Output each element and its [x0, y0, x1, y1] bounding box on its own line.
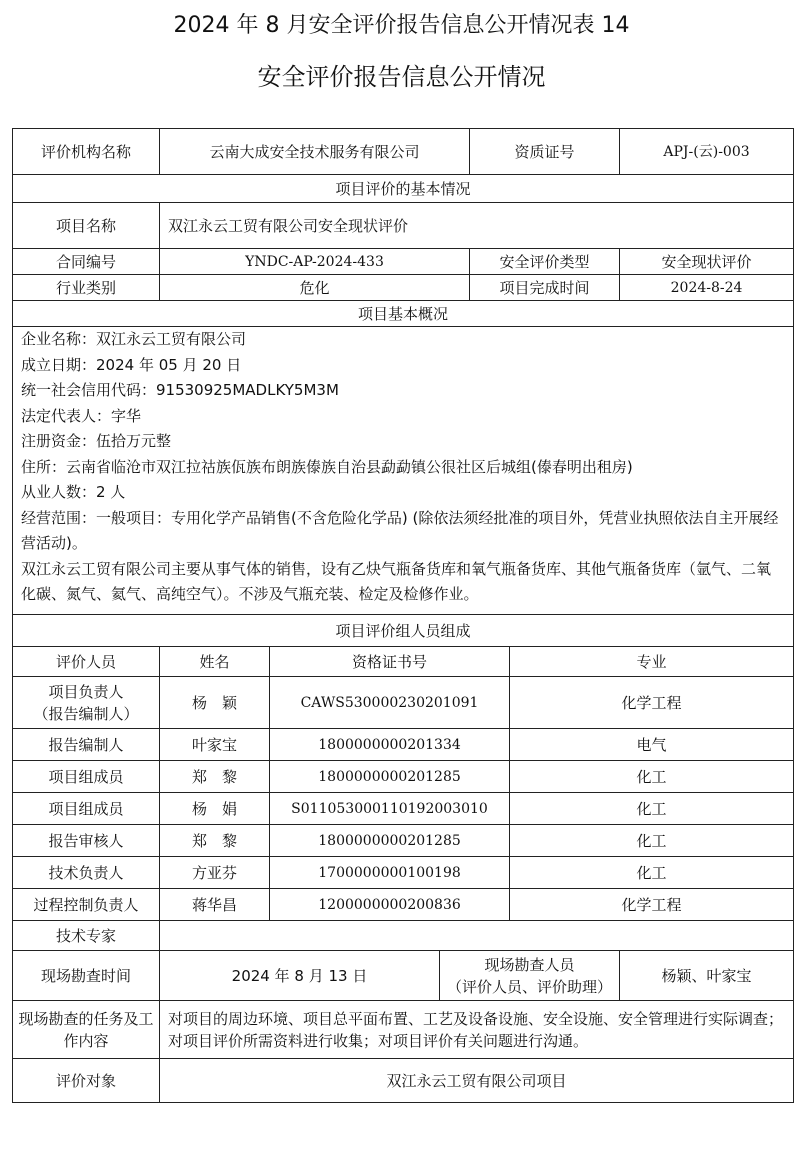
team-role: 项目负责人 （报告编制人） — [13, 677, 160, 729]
team-col-major: 专业 — [510, 647, 794, 677]
team-name: 蒋华昌 — [160, 889, 270, 921]
target-value: 双江永云工贸有限公司项目 — [160, 1059, 794, 1103]
survey-staff-label — [440, 951, 620, 1001]
team-row — [13, 857, 794, 889]
tech-expert-value — [160, 921, 794, 951]
industry-label: 行业类别 — [13, 275, 160, 301]
overview-line: 住所：云南省临沧市双江拉祜族佤族布朗族傣族自治县勐勐镇公很社区后城组(傣春明出租房) — [21, 457, 633, 476]
target-label: 评价对象 — [13, 1059, 160, 1103]
team-major: 化学工程 — [510, 677, 794, 729]
team-name: 郑 黎 — [160, 825, 270, 857]
team-name: 叶家宝 — [160, 729, 270, 761]
team-major: 电气 — [510, 729, 794, 761]
team-name: 方亚芬 — [160, 857, 270, 889]
team-row — [13, 793, 794, 825]
project-name-value: 双江永云工贸有限公司安全现状评价 — [160, 203, 794, 249]
survey-staff-label-line: 现场勘查人员 — [484, 955, 575, 974]
overview-line: 统一社会信用代码：91530925MADLKY5M3M — [21, 381, 339, 399]
org-label: 评价机构名称 — [13, 129, 160, 175]
overview-line: 经营范围：一般项目：专用化学产品销售(不含危险化学品) (除依法须经批准的项目外，凭营业执照依法自主开展经营活动)。 — [21, 508, 779, 552]
team-role: 项目组成员 — [13, 793, 160, 825]
team-cert: 1200000000200836 — [270, 889, 510, 921]
finish-time-value: 2024-8-24 — [620, 275, 794, 301]
team-row — [13, 825, 794, 857]
overview-line: 从业人数：2 人 — [21, 483, 126, 501]
task-label: 现场勘查的任务及工作内容 — [13, 1001, 160, 1059]
team-role: 项目组成员 — [13, 761, 160, 793]
team-cert: S011053000110192003010 — [270, 793, 510, 825]
team-cert: CAWS530000230201091 — [270, 677, 510, 729]
contract-value: YNDC-AP-2024-433 — [160, 249, 470, 275]
overview-line: 企业名称：双江永云工贸有限公司 — [21, 330, 247, 348]
team-role: 报告编制人 — [13, 729, 160, 761]
contract-label: 合同编号 — [13, 249, 160, 275]
team-row — [13, 889, 794, 921]
project-name-label: 项目名称 — [13, 203, 160, 249]
team-cert: 1800000000201334 — [270, 729, 510, 761]
team-name: 杨 娟 — [160, 793, 270, 825]
cert-value: APJ-(云)-003 — [620, 129, 794, 175]
survey-staff-value: 杨颖、叶家宝 — [620, 951, 794, 1001]
team-header-row — [13, 647, 794, 677]
disclosure-table — [12, 128, 794, 1103]
task-value: 对项目的周边环境、项目总平面布置、工艺及设备设施、安全设施、安全管理进行实际调查；对项目评价所需资料进行收集；对项目评价有关问题进行沟通。 — [160, 1001, 794, 1059]
document-subtitle: 安全评价报告信息公开情况 — [257, 63, 546, 91]
team-section-header: 项目评价组人员组成 — [13, 615, 794, 647]
overview-line: 法定代表人：字华 — [21, 406, 142, 425]
org-value: 云南大成安全技术服务有限公司 — [160, 129, 470, 175]
team-role: 报告审核人 — [13, 825, 160, 857]
team-row — [13, 761, 794, 793]
team-cert: 1800000000201285 — [270, 761, 510, 793]
team-cert: 1700000000100198 — [270, 857, 510, 889]
team-major: 化学工程 — [510, 889, 794, 921]
survey-time-value: 2024 年 8 月 13 日 — [160, 951, 440, 1001]
overview-line: 双江永云工贸有限公司主要从事气体的销售，设有乙炔气瓶备货库和氧气瓶备货库、其他气瓶备货库（氩气、二氧化碳、氮气、氦气、高纯空气）。不涉及气瓶充装、检定及检修作业。 — [21, 559, 772, 603]
team-name: 郑 黎 — [160, 761, 270, 793]
overview-content — [13, 327, 794, 615]
team-col-role: 评价人员 — [13, 647, 160, 677]
team-name: 杨 颖 — [160, 677, 270, 729]
eval-type-label: 安全评价类型 — [470, 249, 620, 275]
team-col-cert: 资格证书号 — [270, 647, 510, 677]
team-cert: 1800000000201285 — [270, 825, 510, 857]
team-row — [13, 677, 794, 729]
team-major: 化工 — [510, 793, 794, 825]
team-col-name: 姓名 — [160, 647, 270, 677]
team-row — [13, 729, 794, 761]
overview-line: 成立日期：2024 年 05 月 20 日 — [21, 355, 242, 374]
cert-label: 资质证号 — [470, 129, 620, 175]
team-major: 化工 — [510, 825, 794, 857]
team-major: 化工 — [510, 857, 794, 889]
survey-staff-label-line: （评价人员、评价助理） — [447, 977, 613, 996]
industry-value: 危化 — [160, 275, 470, 301]
overview-section-header: 项目基本概况 — [13, 301, 794, 327]
org-row — [13, 129, 794, 175]
basic-section-header: 项目评价的基本情况 — [13, 175, 794, 203]
finish-time-label: 项目完成时间 — [470, 275, 620, 301]
team-major: 化工 — [510, 761, 794, 793]
team-role: 技术负责人 — [13, 857, 160, 889]
eval-type-value: 安全现状评价 — [620, 249, 794, 275]
team-role: 过程控制负责人 — [13, 889, 160, 921]
overview-line: 注册资金：伍拾万元整 — [21, 432, 172, 450]
document-title: 2024 年 8 月安全评价报告信息公开情况表 14 — [173, 13, 630, 38]
tech-expert-label: 技术专家 — [13, 921, 160, 951]
survey-time-label: 现场勘查时间 — [13, 951, 160, 1001]
